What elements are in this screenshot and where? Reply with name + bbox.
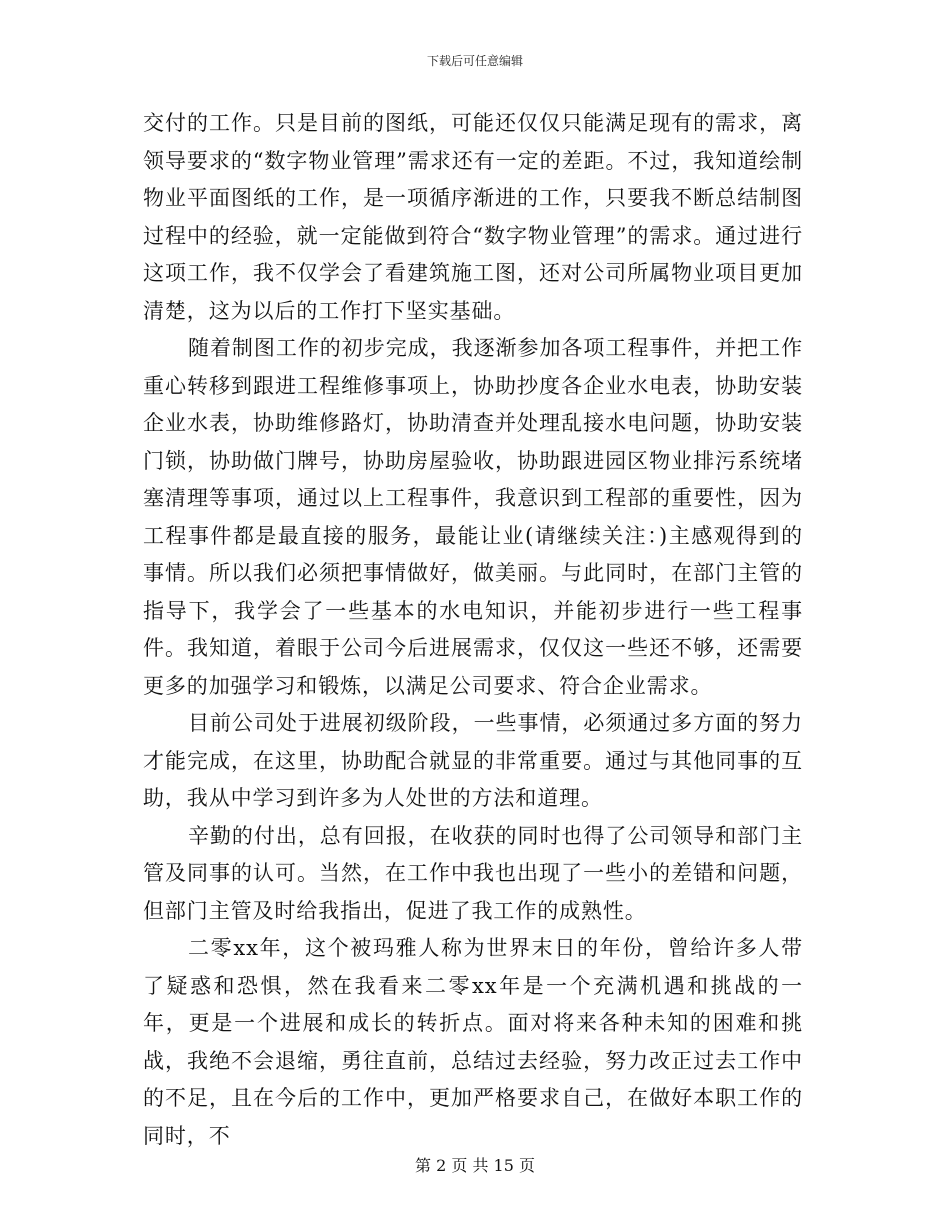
page-number-footer: 第 2 页 共 15 页 [415, 1156, 535, 1175]
page-header: 下载后可任意编辑 [426, 54, 523, 68]
paragraph: 二零xx年，这个被玛雅人称为世界末日的年份，曾给许多人带了疑惑和恐惧，然在我看来二零xx年是一个充满机遇和挑战的一年，更是一个进展和成长的转折点。面对将来各种未知的困难和挑战，我绝不会退缩，勇往直前，总结过去经验，努力改正过去工作中的不足，且在今后的工作中，更加严格要求自己，在做好本职工作的同时，不 [143, 936, 803, 1148]
paragraph: 交付的工作。只是目前的图纸，可能还仅仅只能满足现有的需求，离领导要求的“数字物业管理”需求还有一定的差距。不过，我知道绘制物业平面图纸的工作，是一项循序渐进的工作，只要我不断总结制图过程中的经验，就一定能做到符合“数字物业管理”的需求。通过进行这项工作，我不仅学会了看建筑施工图，还对公司所属物业项目更加清楚，这为以后的工作打下坚实基础。 [143, 111, 803, 323]
document-body [143, 105, 803, 1155]
paragraph: 随着制图工作的初步完成，我逐渐参加各项工程事件，并把工作重心转移到跟进工程维修事项上，协助抄度各企业水电表，协助安装企业水表，协助维修路灯，协助清查并处理乱接水电问题，协助安装门锁，协助做门牌号，协助房屋验收，协助跟进园区物业排污系统堵塞清理等事项，通过以上工程事件，我意识到工程部的重要性，因为工程事件都是最直接的服务，最能让业(请继续关注：)主感观得到的事情。所以我们必须把事情做好，做美丽。与此同时，在部门主管的指导下，我学会了一些基本的水电知识，并能初步进行一些工程事件。我知道，着眼于公司今后进展需求，仅仅这一些还不够，还需要更多的加强学习和锻炼，以满足公司要求、符合企业需求。 [143, 336, 803, 698]
paragraph: 辛勤的付出，总有回报，在收获的同时也得了公司领导和部门主管及同事的认可。当然，在工作中我也出现了一些小的差错和问题，但部门主管及时给我指出，促进了我工作的成熟性。 [143, 823, 803, 923]
paragraph: 目前公司处于进展初级阶段，一些事情，必须通过多方面的努力才能完成，在这里，协助配合就显的非常重要。通过与其他同事的互助，我从中学习到许多为人处世的方法和道理。 [143, 711, 803, 810]
